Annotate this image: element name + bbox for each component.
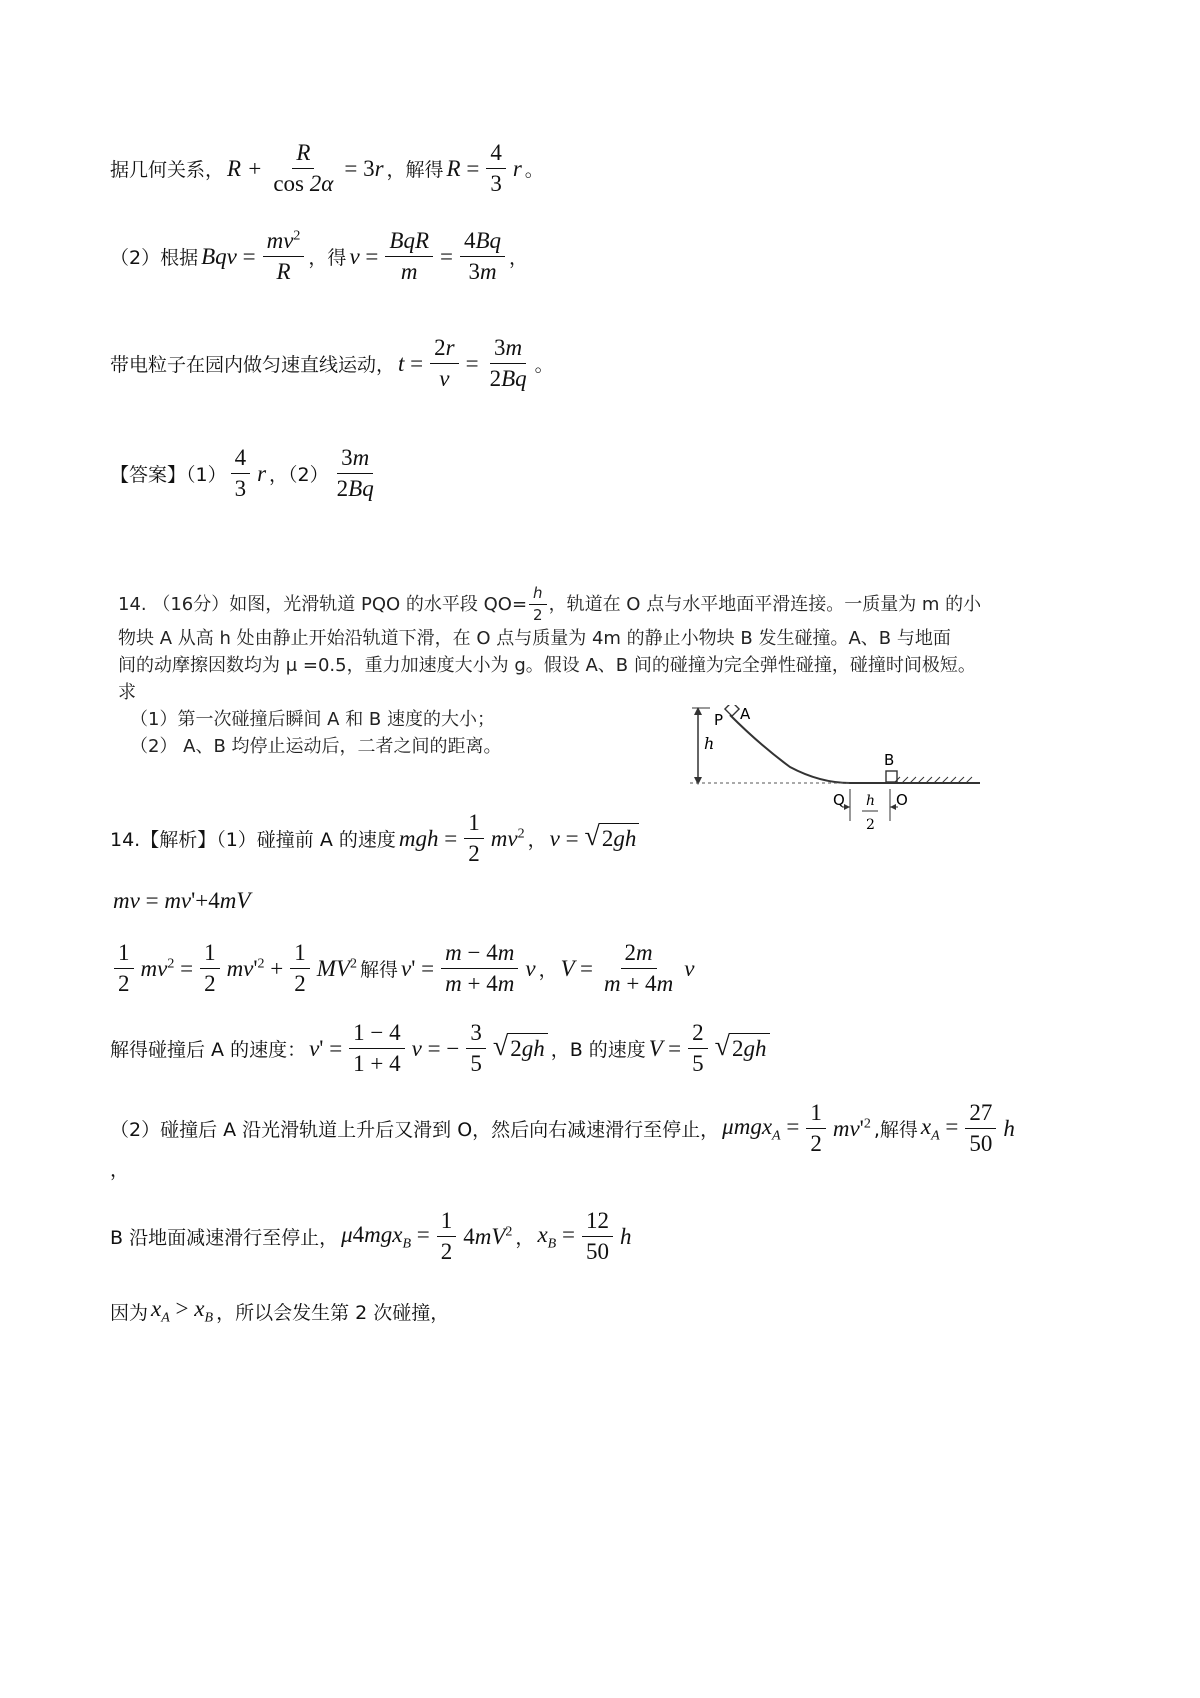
solution-line-6: B 沿地面减速滑行至停止， μ4mgx$_B$ = $\frac{1}{2}$ $4mV^2$ ， $x_B$ = $\frac{12}{50}$ h xyxy=(110,1208,632,1265)
track-diagram xyxy=(690,705,990,845)
motion-time-line: 带电粒子在园内做匀速直线运动， t = $\frac{2r}{v}$ = $\frac{3m}{2Bq}$ 。 xyxy=(110,335,554,392)
label-h: h xyxy=(704,734,715,753)
problem-question-1: （1）第一次碰撞后瞬间 A 和 B 速度的大小； xyxy=(130,708,495,730)
solution-line-3: $\frac{1}{2}$ $mv^2$ = $\frac{1}{2}$ $mv'^2$ + $\frac{1}{2}$ $MV^2$ 解得 v' = $\frac{m - 4m}{m + 4m}$ v ， V = $\frac{2m}{m + 4m}$ v xyxy=(110,940,697,998)
problem-line-2: 物块 A 从高 h 处由静止开始沿轨道下滑，在 O 点与质量为 4m 的静止小物块 B 发生碰撞。A、B 与地面 xyxy=(118,627,951,649)
label-b: B xyxy=(884,751,895,769)
solution-line-4: 解得碰撞后 A 的速度： v' = $\frac{1 - 4}{1 + 4}$ v = − $\frac{3}{5}$ √ 2gh ，B 的速度 V = $\frac{2}{5}$ √ 2gh xyxy=(110,1020,773,1078)
answer-line: 【答案】（1） $\frac{4}{3}$ r ，（2） $\frac{3m}{2Bq}$ xyxy=(110,445,374,502)
solution-line-5: （2）碰撞后 A 沿光滑轨道上升后又滑到 O，然后向右减速滑行至停止， μmgx$_A$ = $\frac{1}{2}$ $mv'^2$ ,解得 $x_A$ = $\frac{27}{50}$ h xyxy=(110,1100,1015,1157)
problem-intro-b: ，轨道在 O 点与水平地面平滑连接。一质量为 m 的小 xyxy=(548,594,982,616)
problem-line-3: 间的动摩擦因数均为 μ =0.5，重力加速度大小为 g。假设 A、B 间的碰撞为完全弹性碰撞，碰撞时间极短。 xyxy=(118,654,976,676)
solution-line-1: 14.【解析】（1）碰撞前 A 的速度 mgh = $\frac{1}{2}$ $mv^2$ ， v = √ 2gh xyxy=(110,810,642,868)
block-b xyxy=(886,771,897,782)
problem-intro-a: 14. （16分）如图，光滑轨道 PQO 的水平段 QO= xyxy=(118,594,528,616)
block-a xyxy=(725,705,739,716)
label-frac-num: h xyxy=(866,793,876,809)
label-p: P xyxy=(714,711,724,729)
problem-question-2: （2） A、B 均停止运动后，二者之间的距离。 xyxy=(130,735,502,757)
solution-line-7: 因为 $x_A > x_B$ ，所以会发生第 2 次碰撞， xyxy=(110,1296,450,1326)
label-frac-den: 2 xyxy=(866,817,875,833)
label-q: Q xyxy=(833,791,845,809)
label-o: O xyxy=(896,791,908,809)
curved-track xyxy=(730,715,850,783)
solution-line-5-comma: ， xyxy=(110,1159,130,1181)
label-a: A xyxy=(740,705,751,723)
problem-line-4: 求 xyxy=(118,681,136,703)
problem-14: 14. （16分）如图，光滑轨道 PQO 的水平段 QO= $\frac{h}{2}$ ，轨道在 O 点与水平地面平滑连接。一质量为 m 的小 物块 A 从高 h 处由静止开始沿轨道下滑，在 O 点与质量为 4m 的静止小物块 B 发生碰撞。A、B 与地面 间的动摩擦因数均为 μ =0.5，重力加速度大小为 g。假设 A、B 间的碰撞为完全弹性碰撞，碰撞时间极短。 求 （1）第一次碰撞后瞬间 A 和 B 速度的大小； （2） A、B 均停止运动后，二者之间的距离。 xyxy=(118,585,1128,760)
solution-line-2: mv = mv'+4mV xyxy=(113,888,251,913)
lorentz-force-line: （2）根据 Bqv = $\frac{mv^2}{R}$ ，得 v = $\frac{\text{BqR}}{m}$ = $\frac{4Bq}{3m}$ ， xyxy=(110,228,529,285)
geometry-relation-line: 据几何关系， R + $\frac{R}{\cos 2\alpha}$ = 3r ，解得 R = $\frac{4}{3}$ r 。 xyxy=(110,140,544,197)
